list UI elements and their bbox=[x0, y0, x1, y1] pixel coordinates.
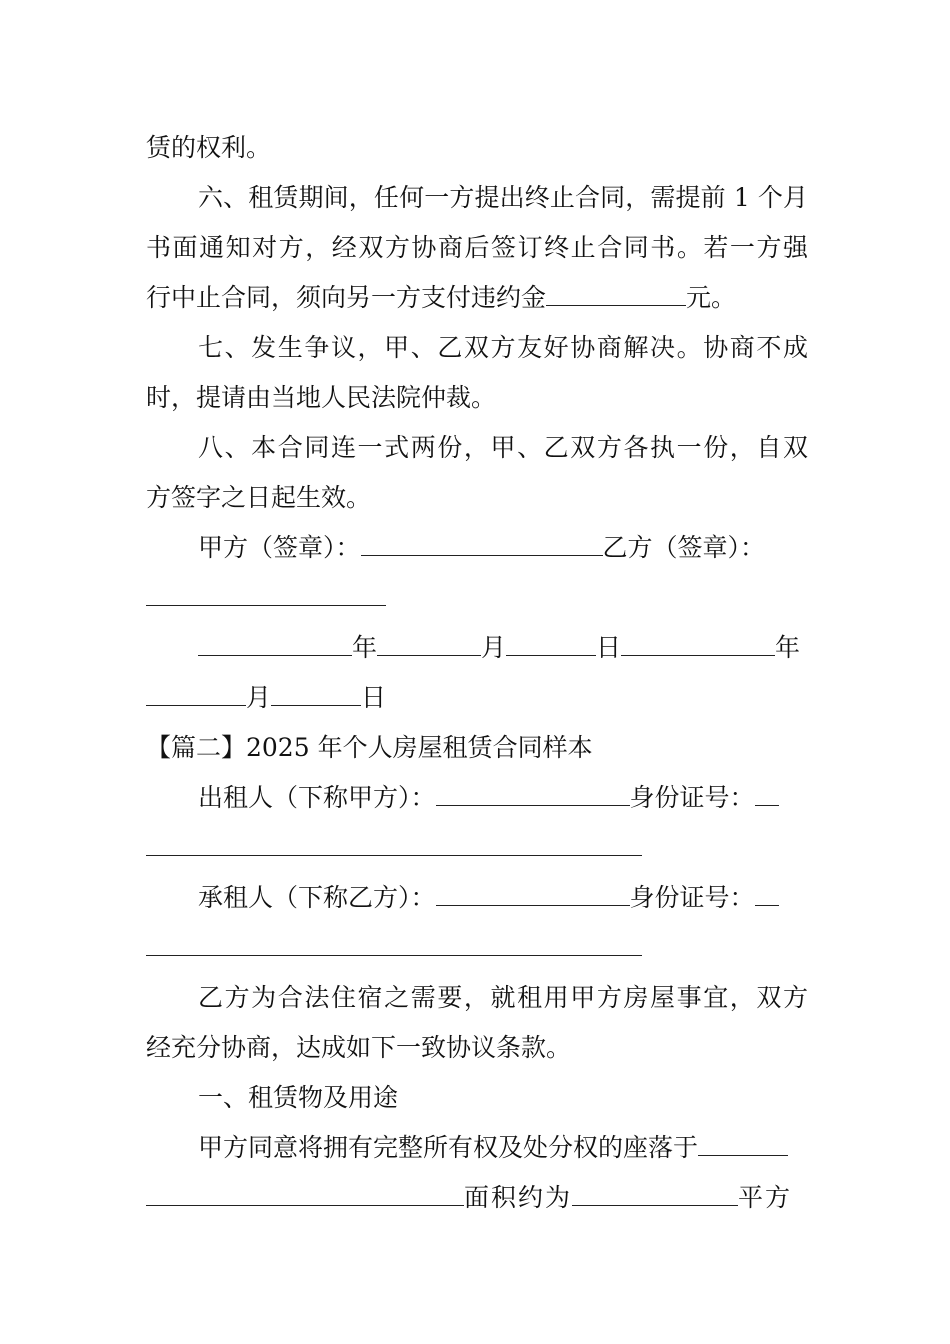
text: 年 bbox=[775, 633, 801, 662]
text: 甲方同意将拥有完整所有权及处分权的座落于 bbox=[198, 1133, 699, 1162]
text: 月 bbox=[246, 683, 272, 712]
id-number-label: 身份证号： bbox=[629, 783, 755, 812]
party-b-sign-label: 乙方（签章）： bbox=[602, 533, 766, 562]
location-blank[interactable] bbox=[146, 1183, 464, 1206]
text: 六、租赁期间，任何一方提出终止合同，需提前 1 个月 bbox=[198, 183, 808, 212]
id-number-label: 身份证号： bbox=[629, 883, 755, 912]
year-blank[interactable] bbox=[198, 633, 352, 656]
preamble-line-2 bbox=[146, 1033, 808, 1063]
text: 平方 bbox=[738, 1183, 793, 1212]
date-line bbox=[198, 633, 800, 663]
text: 时，提请由当地人民法院仲裁。 bbox=[146, 383, 497, 412]
party-a-sign-label: 甲方（签章）： bbox=[198, 533, 361, 562]
month-blank[interactable] bbox=[146, 683, 246, 706]
text: 月 bbox=[481, 633, 507, 662]
clause-seven-line-1 bbox=[198, 333, 808, 363]
lessee-name-blank[interactable] bbox=[436, 883, 630, 906]
area-blank[interactable] bbox=[572, 1183, 738, 1206]
lessor-label: 出租人（下称甲方）： bbox=[198, 783, 436, 812]
clause-six-line-1 bbox=[198, 183, 808, 213]
signature-line-cont bbox=[146, 583, 808, 613]
penalty-amount-blank[interactable] bbox=[546, 283, 686, 306]
location-blank[interactable] bbox=[698, 1133, 788, 1156]
lessor-line bbox=[198, 783, 808, 813]
month-blank[interactable] bbox=[377, 633, 481, 656]
text: 方签字之日起生效。 bbox=[146, 483, 372, 512]
date-line-cont bbox=[146, 683, 808, 713]
clause-seven-line-2 bbox=[146, 383, 808, 413]
text: 年 bbox=[352, 633, 378, 662]
paragraph-line bbox=[146, 133, 808, 163]
day-blank[interactable] bbox=[271, 683, 361, 706]
article-one-heading bbox=[198, 1083, 398, 1113]
signature-line bbox=[198, 533, 765, 563]
lessee-line-cont bbox=[146, 933, 808, 963]
text: 书面通知对方，经双方协商后签订终止合同书。若一方强 bbox=[146, 233, 808, 262]
text: 日 bbox=[361, 683, 387, 712]
text: 日 bbox=[596, 633, 622, 662]
text: 乙方为合法住宿之需要，就租用甲方房屋事宜，双方 bbox=[198, 983, 808, 1012]
clause-six-line-2 bbox=[146, 233, 808, 263]
clause-eight-line-2 bbox=[146, 483, 808, 513]
clause-eight-line-1 bbox=[198, 433, 808, 463]
id-number-blank[interactable] bbox=[755, 883, 779, 906]
section-title: 【篇二】2025 年个人房屋租赁合同样本 bbox=[146, 733, 593, 762]
text: 经充分协商，达成如下一致协议条款。 bbox=[146, 1033, 572, 1062]
lessor-name-blank[interactable] bbox=[436, 783, 630, 806]
year-blank[interactable] bbox=[621, 633, 775, 656]
lessor-line-cont bbox=[146, 833, 808, 863]
text: 赁的权利。 bbox=[146, 133, 272, 162]
id-number-blank[interactable] bbox=[146, 933, 642, 956]
section-heading bbox=[146, 733, 808, 763]
party-a-sign-blank[interactable] bbox=[361, 533, 603, 556]
id-number-blank[interactable] bbox=[146, 833, 642, 856]
text: 元。 bbox=[686, 283, 737, 312]
text: 八、本合同连一式两份，甲、乙双方各执一份，自双 bbox=[198, 433, 808, 462]
article-title: 一、租赁物及用途 bbox=[198, 1083, 399, 1112]
text: 面积约为 bbox=[464, 1183, 573, 1212]
party-b-sign-blank[interactable] bbox=[146, 583, 386, 606]
text: 行中止合同，须向另一方支付违约金 bbox=[146, 283, 547, 312]
article-one-line-2 bbox=[146, 1183, 808, 1213]
preamble-line-1 bbox=[198, 983, 808, 1013]
id-number-blank[interactable] bbox=[755, 783, 779, 806]
lessee-line bbox=[198, 883, 808, 913]
lessee-label: 承租人（下称乙方）： bbox=[198, 883, 436, 912]
text: 七、发生争议，甲、乙双方友好协商解决。协商不成 bbox=[198, 333, 808, 362]
day-blank[interactable] bbox=[506, 633, 596, 656]
clause-six-line-3 bbox=[146, 283, 808, 313]
article-one-line-1 bbox=[198, 1133, 788, 1163]
